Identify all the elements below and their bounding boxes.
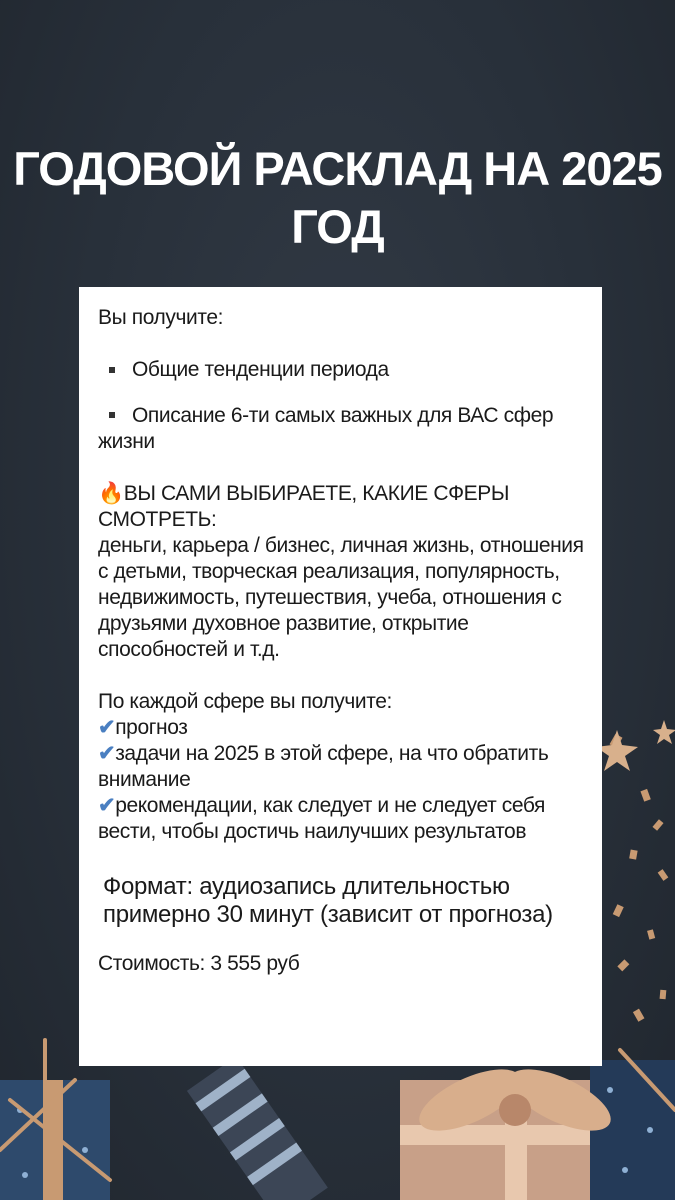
- check-item: ✔задачи на 2025 в этой сфере, на что обратить внимание: [98, 742, 549, 791]
- per-sphere-heading: По каждой сфере вы получите:: [98, 690, 392, 713]
- check-item: ✔рекомендации, как следует и не следует себя вести, чтобы достичь наилучших результатов: [98, 794, 546, 843]
- intro-text: Вы получите:: [98, 306, 224, 329]
- check-item: ✔прогноз: [98, 716, 188, 739]
- spheres-list: деньги, карьера / бизнес, личная жизнь, отношения с детьми, творческая реализация, популярность, недвижимость, путешествия, учеба, отношения с друзьями духовное развитие, открытие способностей и т.д.: [98, 534, 584, 661]
- square-bullet-icon: [109, 367, 115, 373]
- checkmark-icon: ✔: [98, 716, 116, 739]
- format-text: Формат: аудиозапись длительностью примерно 30 минут (зависит от прогноза): [103, 873, 553, 928]
- bullet-text: Описание 6-ти самых важных для ВАС сфер жизни: [98, 404, 554, 453]
- list-item: [98, 403, 584, 455]
- fire-icon: 🔥: [98, 482, 124, 505]
- bullet-text: Общие тенденции периода: [132, 358, 389, 381]
- checkmark-icon: ✔: [98, 794, 116, 817]
- checkmark-icon: ✔: [98, 742, 116, 765]
- info-card: [79, 287, 602, 1066]
- page-title: ГОДОВОЙ РАСКЛАД НА 2025 ГОД: [13, 142, 662, 253]
- choose-heading: 🔥ВЫ САМИ ВЫБИРАЕТЕ, КАКИЕ СФЕРЫ СМОТРЕТЬ:: [98, 482, 510, 531]
- list-item: [98, 357, 584, 383]
- price-text: Стоимость: 3 555 руб: [98, 952, 300, 975]
- square-bullet-icon: [109, 412, 115, 418]
